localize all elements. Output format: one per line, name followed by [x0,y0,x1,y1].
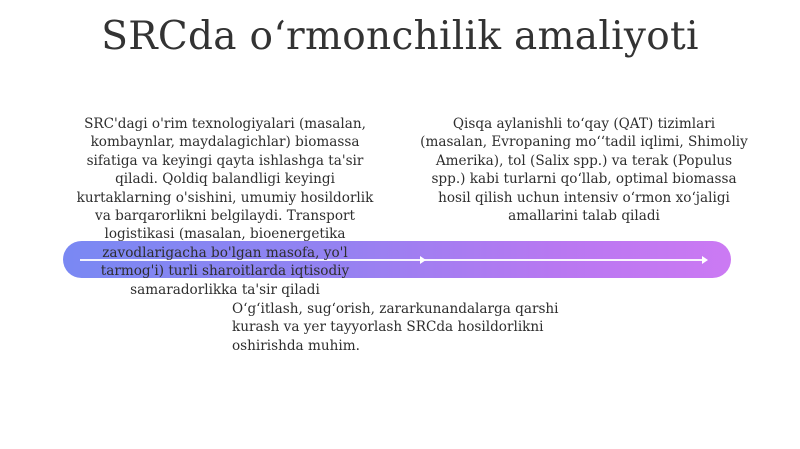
harvest-technology-text: SRC'dagi o'rim texnologiyalari (masalan, kombaynlar, maydalagichlar) biomassa sifatiga va keyingi qayta ishlashga ta'sir qiladi. Qoldiq balandligi keyingi kurtaklarning o'sishini, umumiy hosildorlik va barqarorlikni belgilaydi. Transport logistikasi (masalan, bioenergetika zavodlarigacha bo'lgan masofa, yo'l tarmog'i) turli sharoitlarda iqtisodiy samaradorlikka ta'sir qiladi [76,116,374,298]
management-practices-text: O‘g‘itlash, sug‘orish, zararkunandalarga qarshi kurash va yer tayyorlash SRCda hosildorlikni oshirishda muhim. [232,301,559,354]
src-systems-text: Qisqa aylanishli to‘qay (QAT) tizimlari (masalan, Evropaning mo‘‘tadil iqlimi, Shimoliy Amerika), tol (Salix spp.) va terak (Populus spp.) kabi turlarni qo‘llab, optimal biomassa hosil qilish uchun intensiv o‘rmon xo‘jaligi amallarini talab qiladi [420,116,748,225]
slide-title: SRCda o‘rmonchilik amaliyoti [101,14,699,59]
